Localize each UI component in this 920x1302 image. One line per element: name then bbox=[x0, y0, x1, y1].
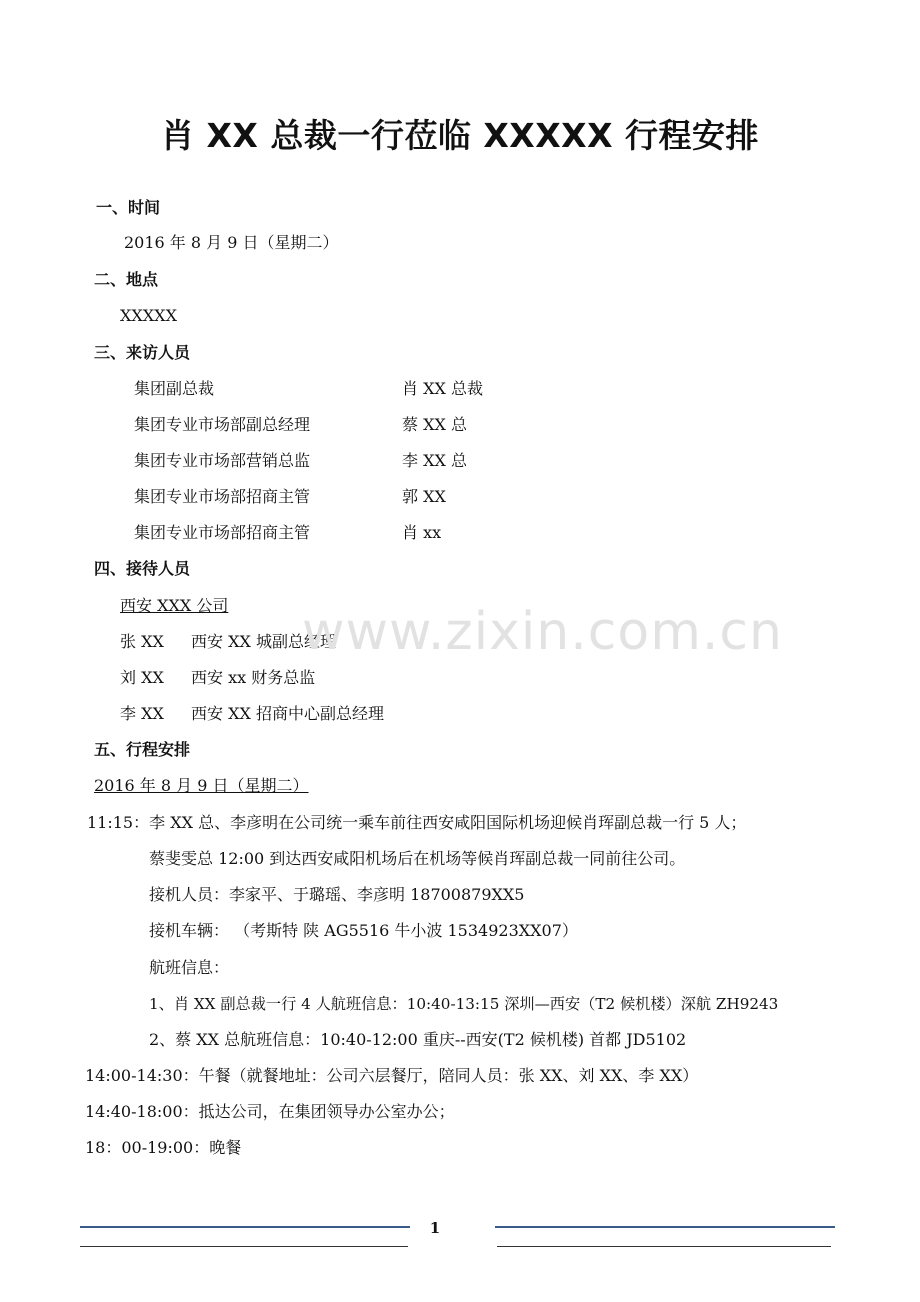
visitor-role: 集团专业市场部营销总监 bbox=[134, 451, 311, 470]
visitor-name: 李 XX 总 bbox=[402, 451, 467, 470]
visitor-role: 集团专业市场部招商主管 bbox=[134, 487, 311, 506]
time-value: 2016 年 8 月 9 日（星期二） bbox=[124, 233, 339, 252]
visitor-role: 集团副总裁 bbox=[134, 379, 215, 398]
schedule-line: 1、肖 XX 副总裁一行 4 人航班信息：10:40-13:15 深圳—西安（T2 候机楼）深航 ZH9243 bbox=[149, 995, 779, 1013]
schedule-line: 蔡斐雯总 12:00 到达西安咸阳机场后在机场等候肖珲副总裁一同前往公司。 bbox=[149, 849, 686, 868]
visitor-role: 集团专业市场部招商主管 bbox=[134, 523, 311, 542]
schedule-line: 接机人员：李家平、于璐瑶、李彦明 18700879XX5 bbox=[149, 885, 525, 904]
schedule-date: 2016 年 8 月 9 日（星期二） bbox=[94, 776, 309, 795]
schedule-line: 2、蔡 XX 总航班信息：10:40-12:00 重庆--西安(T2 候机楼) 首都 JD5102 bbox=[149, 1030, 687, 1049]
section-heading-hosts: 四、接待人员 bbox=[94, 559, 191, 578]
host-title: 西安 XX 城副总经理 bbox=[191, 632, 336, 651]
schedule-line: 接机车辆： （考斯特 陕 AG5516 牛小波 1534923XX07） bbox=[149, 921, 578, 940]
host-name: 张 XX bbox=[120, 632, 164, 651]
footer-rule-left bbox=[80, 1226, 410, 1228]
footer-rule-right bbox=[495, 1226, 835, 1228]
visitor-name: 郭 XX bbox=[402, 487, 446, 506]
section-heading-schedule: 五、行程安排 bbox=[94, 740, 191, 759]
schedule-line: 航班信息： bbox=[149, 958, 230, 977]
host-title: 西安 xx 财务总监 bbox=[191, 668, 316, 687]
watermark: www.zixin.com.cn bbox=[302, 602, 783, 662]
section-heading-place: 二、地点 bbox=[94, 270, 159, 289]
visitor-role: 集团专业市场部副总经理 bbox=[134, 415, 311, 434]
host-company: 西安 XXX 公司 bbox=[120, 596, 229, 615]
host-name: 李 XX bbox=[120, 704, 164, 723]
schedule-line: 18：00-19:00：晚餐 bbox=[85, 1138, 242, 1157]
page-number: 1 bbox=[429, 1219, 441, 1237]
footer-underline-right bbox=[497, 1246, 831, 1247]
page-title: 肖 XX 总裁一行莅临 XXXXX 行程安排 bbox=[160, 116, 760, 155]
visitor-name: 肖 XX 总裁 bbox=[402, 379, 483, 398]
host-name: 刘 XX bbox=[120, 668, 164, 687]
visitor-name: 肖 xx bbox=[402, 523, 442, 542]
place-value: XXXXX bbox=[120, 306, 177, 325]
section-heading-time: 一、时间 bbox=[96, 198, 161, 217]
footer-underline-left bbox=[80, 1246, 408, 1247]
schedule-line: 14:00-14:30：午餐（就餐地址：公司六层餐厅，陪同人员：张 XX、刘 XX、李 XX） bbox=[85, 1066, 699, 1085]
schedule-line: 11:15：李 XX 总、李彦明在公司统一乘车前往西安咸阳国际机场迎候肖珲副总裁一行 5 人； bbox=[87, 813, 747, 832]
host-title: 西安 XX 招商中心副总经理 bbox=[191, 704, 384, 723]
section-heading-visitors: 三、来访人员 bbox=[94, 343, 191, 362]
visitor-name: 蔡 XX 总 bbox=[402, 415, 467, 434]
schedule-line: 14:40-18:00：抵达公司，在集团领导办公室办公； bbox=[85, 1102, 455, 1121]
